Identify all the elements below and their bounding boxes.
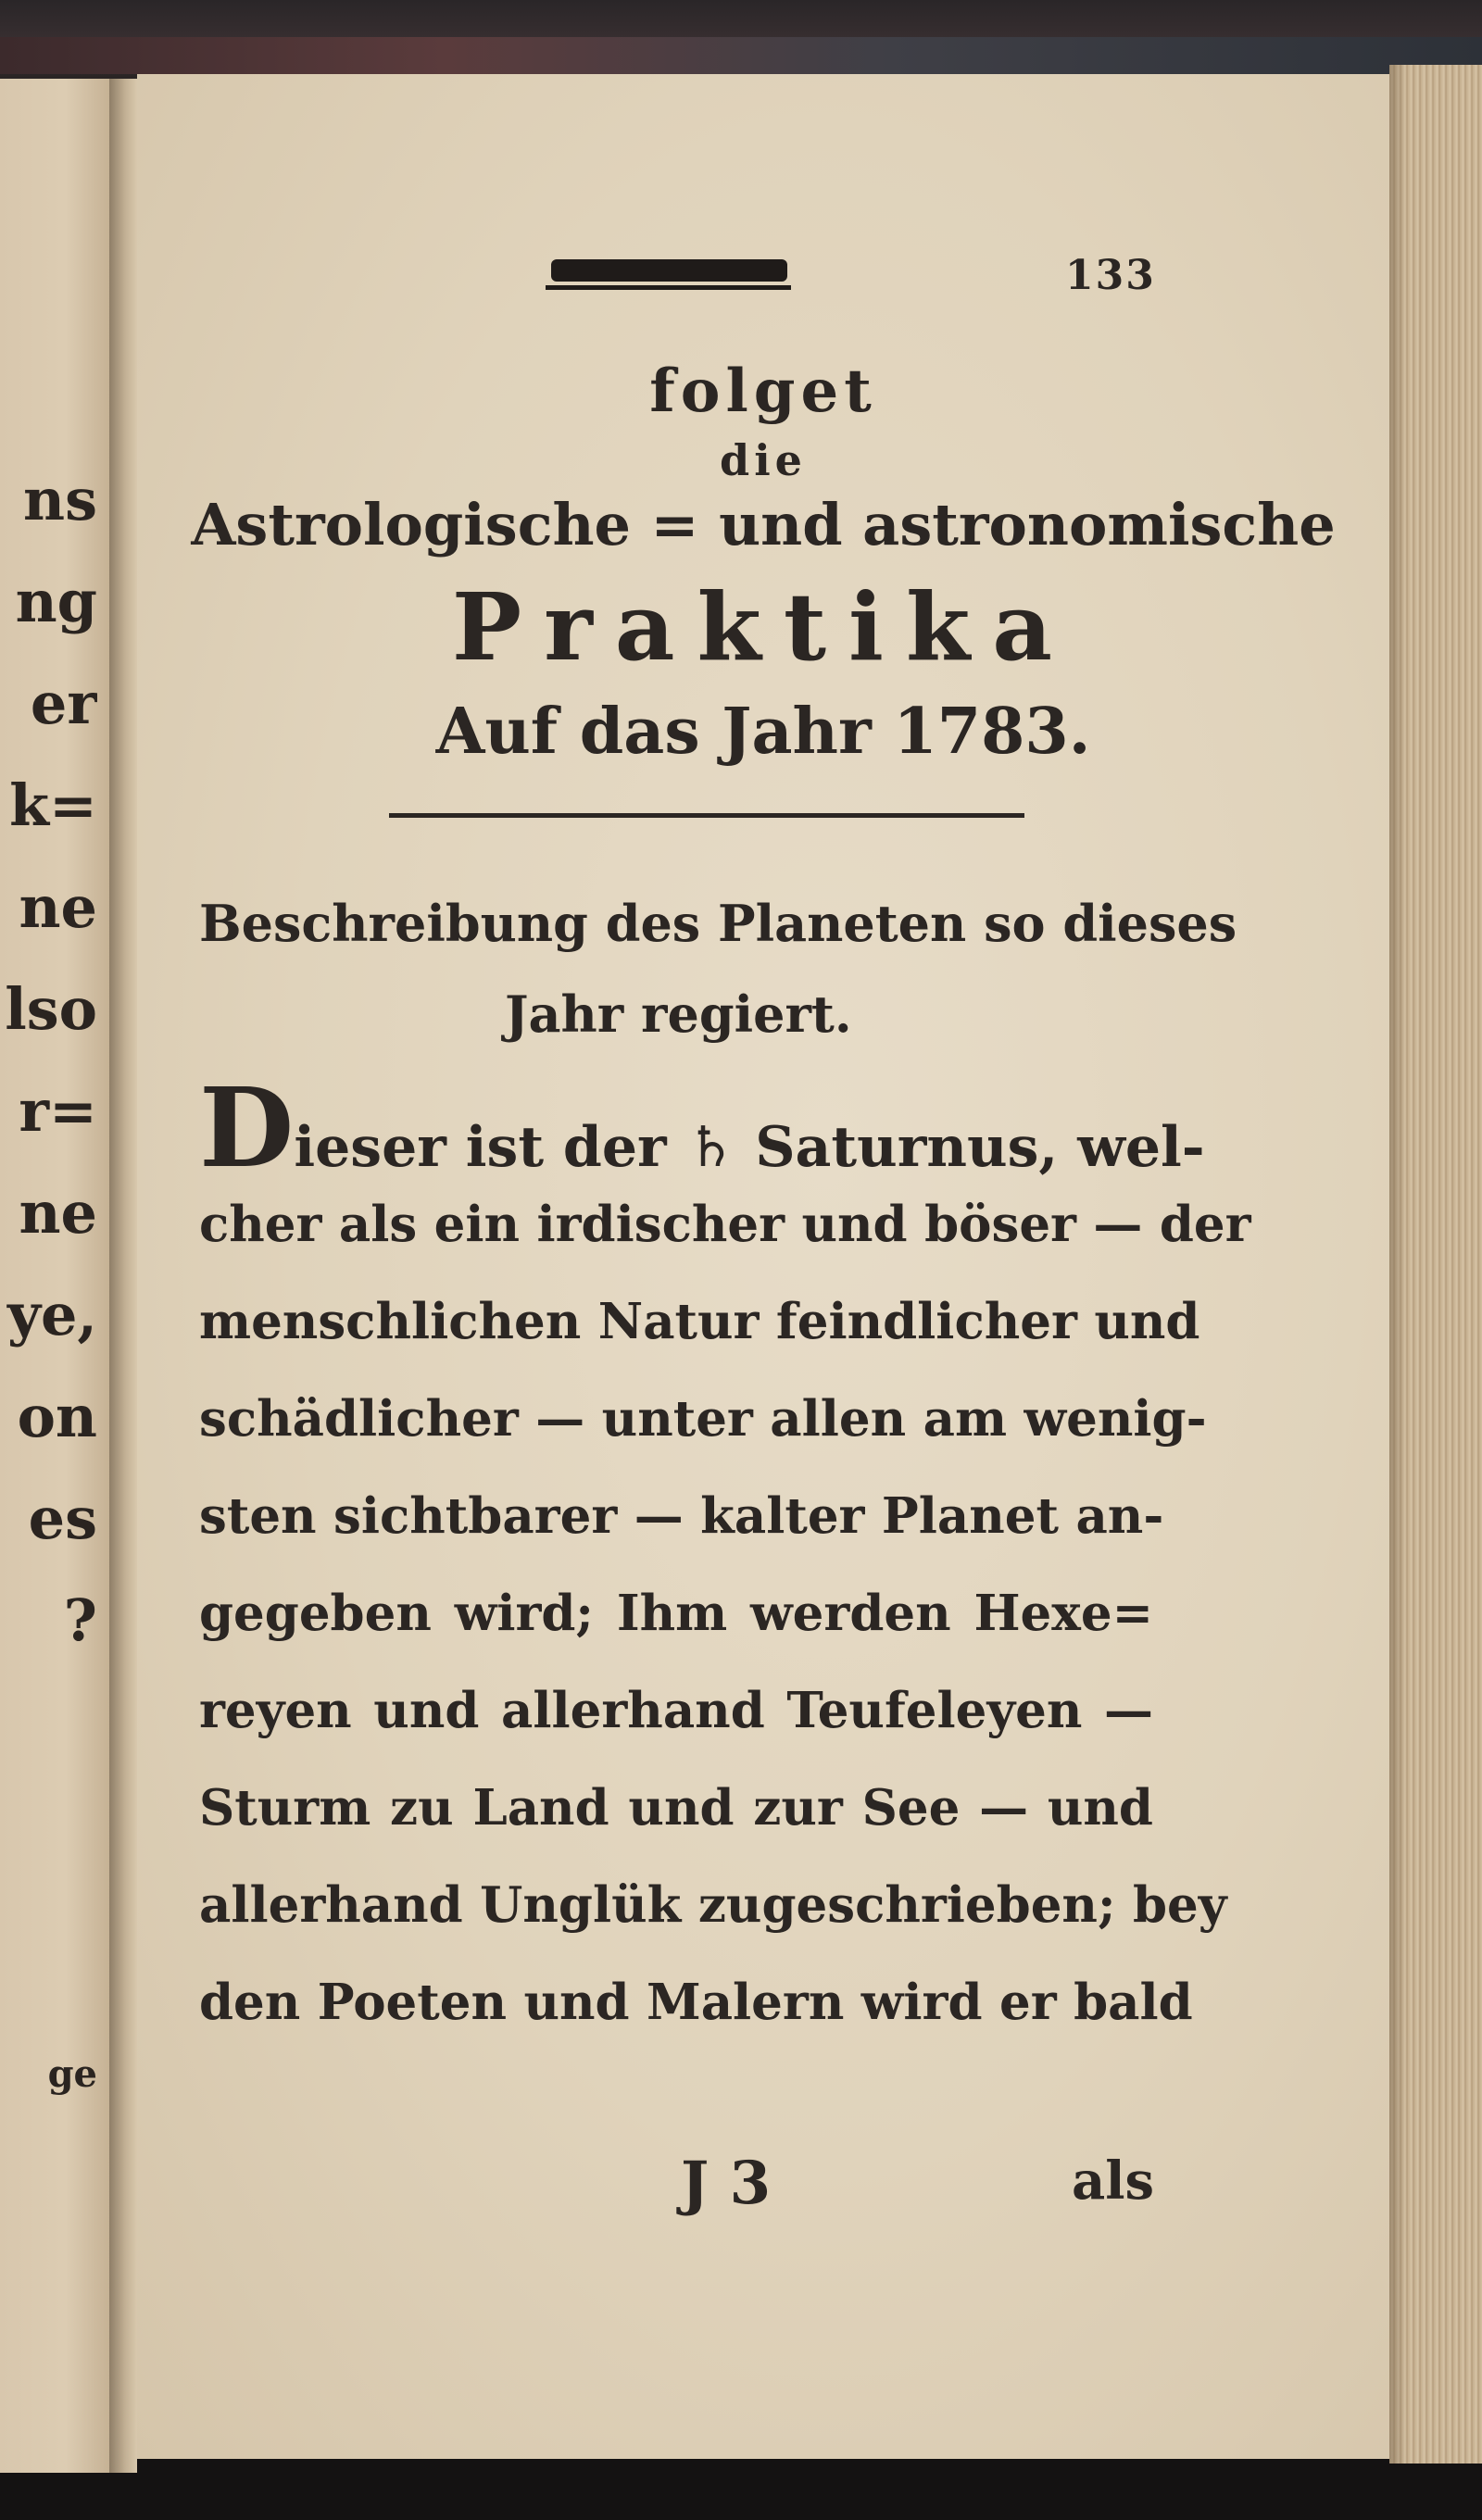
title-praktika: Praktika (451, 572, 1075, 682)
body-line: cher als ein irdischer und böser — der (199, 1196, 1251, 1253)
left-fragment: k= (9, 771, 97, 839)
left-fragment: ns (23, 466, 97, 533)
title-divider-rule (389, 813, 1024, 818)
left-fragment: ? (63, 1586, 97, 1654)
body-line: den Poeten und Malern wird er bald (199, 1974, 1193, 2031)
body-text (199, 1063, 1251, 2051)
left-fragment: er (30, 670, 97, 737)
section-heading-line1: Beschreibung des Planeten so dieses (199, 894, 1237, 953)
page-number: 133 (1065, 252, 1156, 299)
signature-mark: J 3 (681, 2149, 772, 2218)
body-line-text: ieser ist der ♄ Saturnus, wel- (294, 1115, 1205, 1180)
left-fragment: ng (15, 568, 97, 635)
body-line: reyen und allerhand Teufeleyen — (199, 1682, 1153, 1739)
title-line-astrologische: Astrologische = und astronomische (191, 491, 1336, 558)
left-fragment: on (17, 1383, 97, 1450)
body-line: gegeben wird; Ihm werden Hexe= (199, 1585, 1153, 1642)
left-fragment: r= (19, 1077, 97, 1145)
left-fragment: lso (5, 975, 97, 1043)
left-fragment: es (28, 1485, 97, 1552)
cover-band (0, 37, 1482, 74)
page-edge-shadow (1389, 65, 1406, 2464)
body-line: allerhand Unglük zugeschrieben; bey (199, 1876, 1227, 1934)
book-gutter (109, 79, 137, 2473)
book-cover-bottom (0, 2454, 1482, 2520)
body-line: sten sichtbarer — kalter Planet an- (199, 1487, 1164, 1545)
body-line: Sturm zu Land und zur See — und (199, 1779, 1153, 1837)
body-line (199, 1063, 1205, 1192)
left-page-fragments (0, 449, 97, 2125)
title-line-die: die (720, 435, 807, 485)
left-fragment: ye, (6, 1281, 97, 1348)
left-fragment: ne (19, 1179, 97, 1247)
left-page (0, 79, 112, 2473)
left-fragment: ne (19, 873, 97, 941)
drop-cap: D (199, 1063, 295, 1192)
title-line-folget: folget (649, 357, 877, 426)
header-ornament-bar (551, 259, 787, 282)
section-heading-line2: Jahr regiert. (505, 984, 852, 1044)
title-year: Auf das Jahr 1783. (435, 695, 1091, 769)
body-line: schädlicher — unter allen am wenig- (199, 1390, 1207, 1448)
body-line: menschlichen Natur feindlicher und (199, 1293, 1200, 1350)
catchword: als (1072, 2150, 1155, 2212)
left-fragment: ge (47, 2052, 97, 2096)
